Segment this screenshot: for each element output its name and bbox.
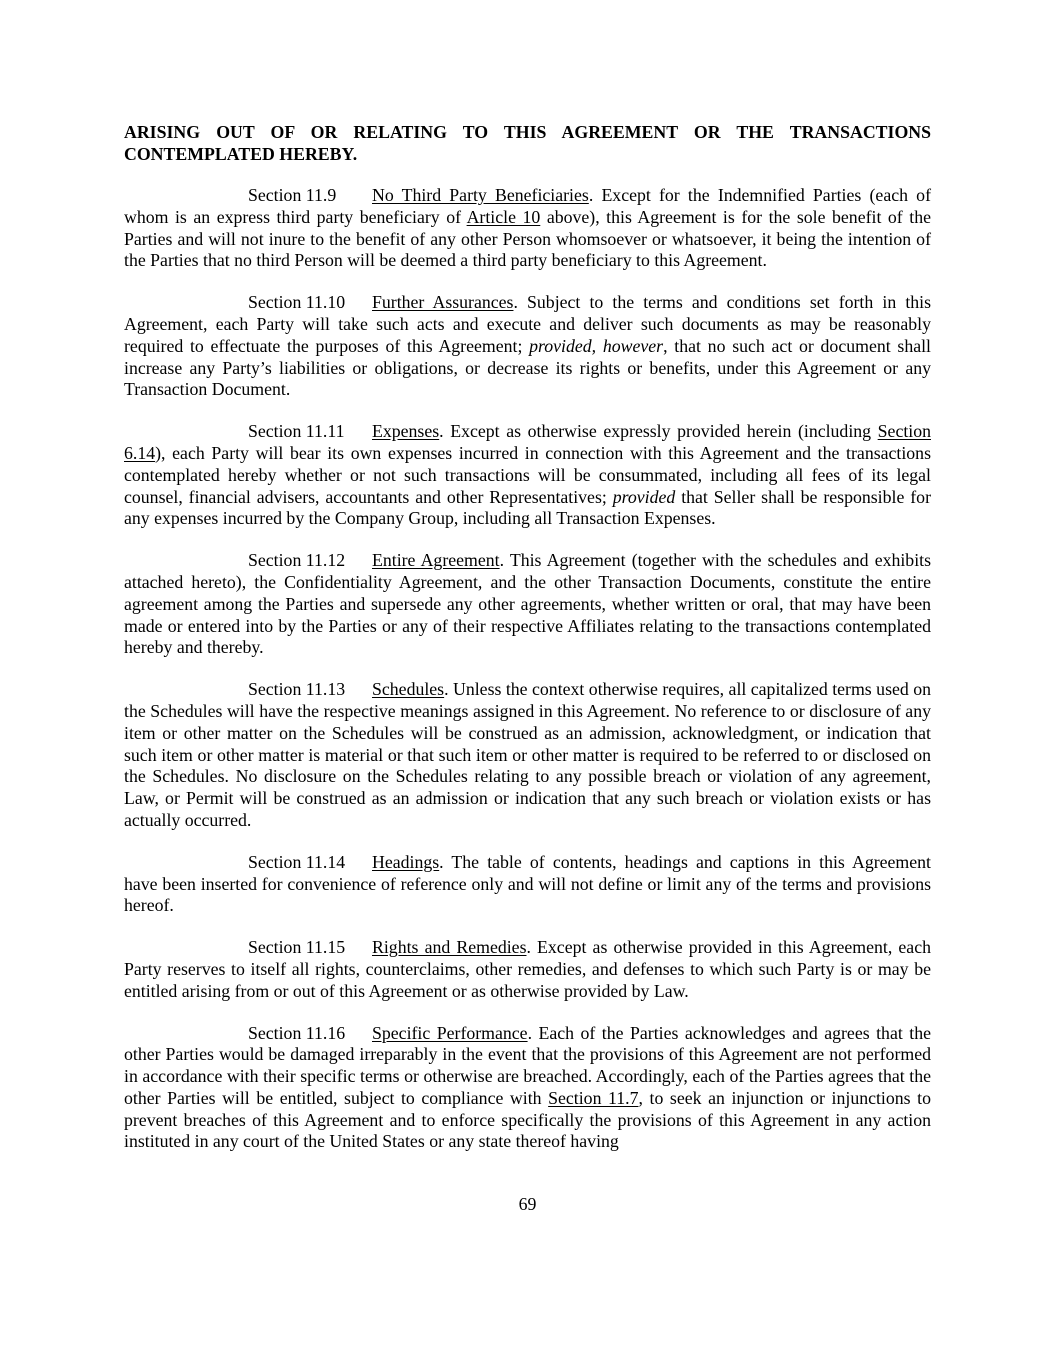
section-title: Headings <box>372 851 440 872</box>
section-number: Section 11.14 <box>248 851 346 872</box>
section-title: Specific Performance <box>372 1022 528 1043</box>
document-page <box>124 121 931 1153</box>
section-number: Section 11.16 <box>248 1022 346 1043</box>
section-title: Schedules <box>372 679 445 700</box>
italic-term: provided <box>612 486 676 507</box>
section-11-16: Section 11.16 Specific Performance. Each of the Parties acknowledges and agrees that the other Parties would be damaged irreparably in the event that the provisions of this Agreement are not performed in accordance with their specific terms or otherwise are breached. Accordingly, each of the Parties agrees that the other Parties will be entitled, subject to compliance with Section 11.7, to seek an injunction or injunctions to prevent breaches of this Agreement and to enforce specifically the provisions of this Agreement in any action instituted in any court of the United States or any state thereof having <box>124 1022 931 1152</box>
section-title: Expenses <box>372 421 440 442</box>
section-11-10: Section 11.10 Further Assurances. Subject to the terms and conditions set forth in this Agreement, each Party will take such acts and execute and deliver such documents as may be reasonably required to effectuate the purposes of this Agreement; provided, however, that no such act or document shall increase any Party’s liabilities or obligations, or decrease its rights or benefits, under this Agreement or any Transaction Document. <box>124 292 932 400</box>
section-title: Further Assurances <box>372 292 514 313</box>
section-11-11: Section 11.11 Expenses. Except as otherwise expressly provided herein (including Section 6.14), each Party will bear its own expenses incurred in connection with this Agreement and the transactions contemplated hereby whether or not such transactions will be consummated, including all fees of its legal counsel, financial advisers, accountants and other Representatives; provided that Seller shall be responsible for any expenses incurred by the Company Group, including all Transaction Expenses. <box>124 421 931 529</box>
section-11-9: Section 11.9 No Third Party Beneficiaries. Except for the Indemnified Parties (each of whom is an express third party beneficiary of Article 10 above), this Agreement is for the sole benefit of the Parties and will not inure to the benefit of any other Person whomsoever or whatsoever, it being the intention of the Parties that no third Person will be deemed a third party beneficiary to this Agreement. <box>124 185 931 271</box>
section-title: Entire Agreement <box>372 550 500 571</box>
continued-heading: ARISING OUT OF OR RELATING TO THIS AGREEMENT OR THE TRANSACTIONS CONTEMPLATED HEREBY. <box>124 122 931 164</box>
section-11-13: Section 11.13 Schedules. Unless the context otherwise requires, all capitalized terms used on the Schedules will have the respective meanings assigned in this Agreement. No reference to or disclosure of any item or other matter on the Schedules will be construed as an admission, acknowledgment, or indication that such item or other matter is material or that such item or other matter is required to be referred to or disclosed on the Schedules. No disclosure on the Schedules relating to any possible breach or violation of any agreement, Law, or Permit will be construed as an admission or indication that any such breach or violation exists or has actually occurred. <box>124 679 931 830</box>
section-11-14: Section 11.14 Headings. The table of contents, headings and captions in this Agreement have been inserted for convenience of reference only and will not define or limit any of the terms and provisions hereof. <box>124 851 931 916</box>
section-title: Rights and Remedies <box>372 937 527 958</box>
section-number: Section 11.11 <box>248 421 345 442</box>
section-number: Section 11.13 <box>248 679 346 700</box>
page-number: 69 <box>518 1194 537 1214</box>
section-number: Section 11.12 <box>248 550 346 571</box>
cross-reference: Section 11.7 <box>548 1087 639 1108</box>
cross-reference: Section 6.14 <box>124 421 931 463</box>
section-number: Section 11.9 <box>248 185 337 205</box>
section-number: Section 11.15 <box>248 937 346 958</box>
section-11-15: Section 11.15 Rights and Remedies. Except as otherwise provided in this Agreement, each Party reserves to itself all rights, counterclaims, other remedies, and defenses to which such Party is or may be entitled arising from or out of this Agreement or as otherwise provided by Law. <box>124 937 931 1001</box>
cross-reference: Article 10 <box>466 206 541 227</box>
section-11-12: Section 11.12 Entire Agreement. This Agreement (together with the schedules and exhibits attached hereto), the Confidentiality Agreement, and the other Transaction Documents, constitute the entire agreement among the Parties and supersede any other agreements, whether written or oral, that may have been made or entered into by the Parties or any of their respective Affiliates relating to the transactions contemplated hereby and thereby. <box>124 550 931 658</box>
section-title: No Third Party Beneficiaries <box>372 185 589 205</box>
italic-term: provided, however <box>529 335 664 356</box>
section-number: Section 11.10 <box>248 292 346 313</box>
